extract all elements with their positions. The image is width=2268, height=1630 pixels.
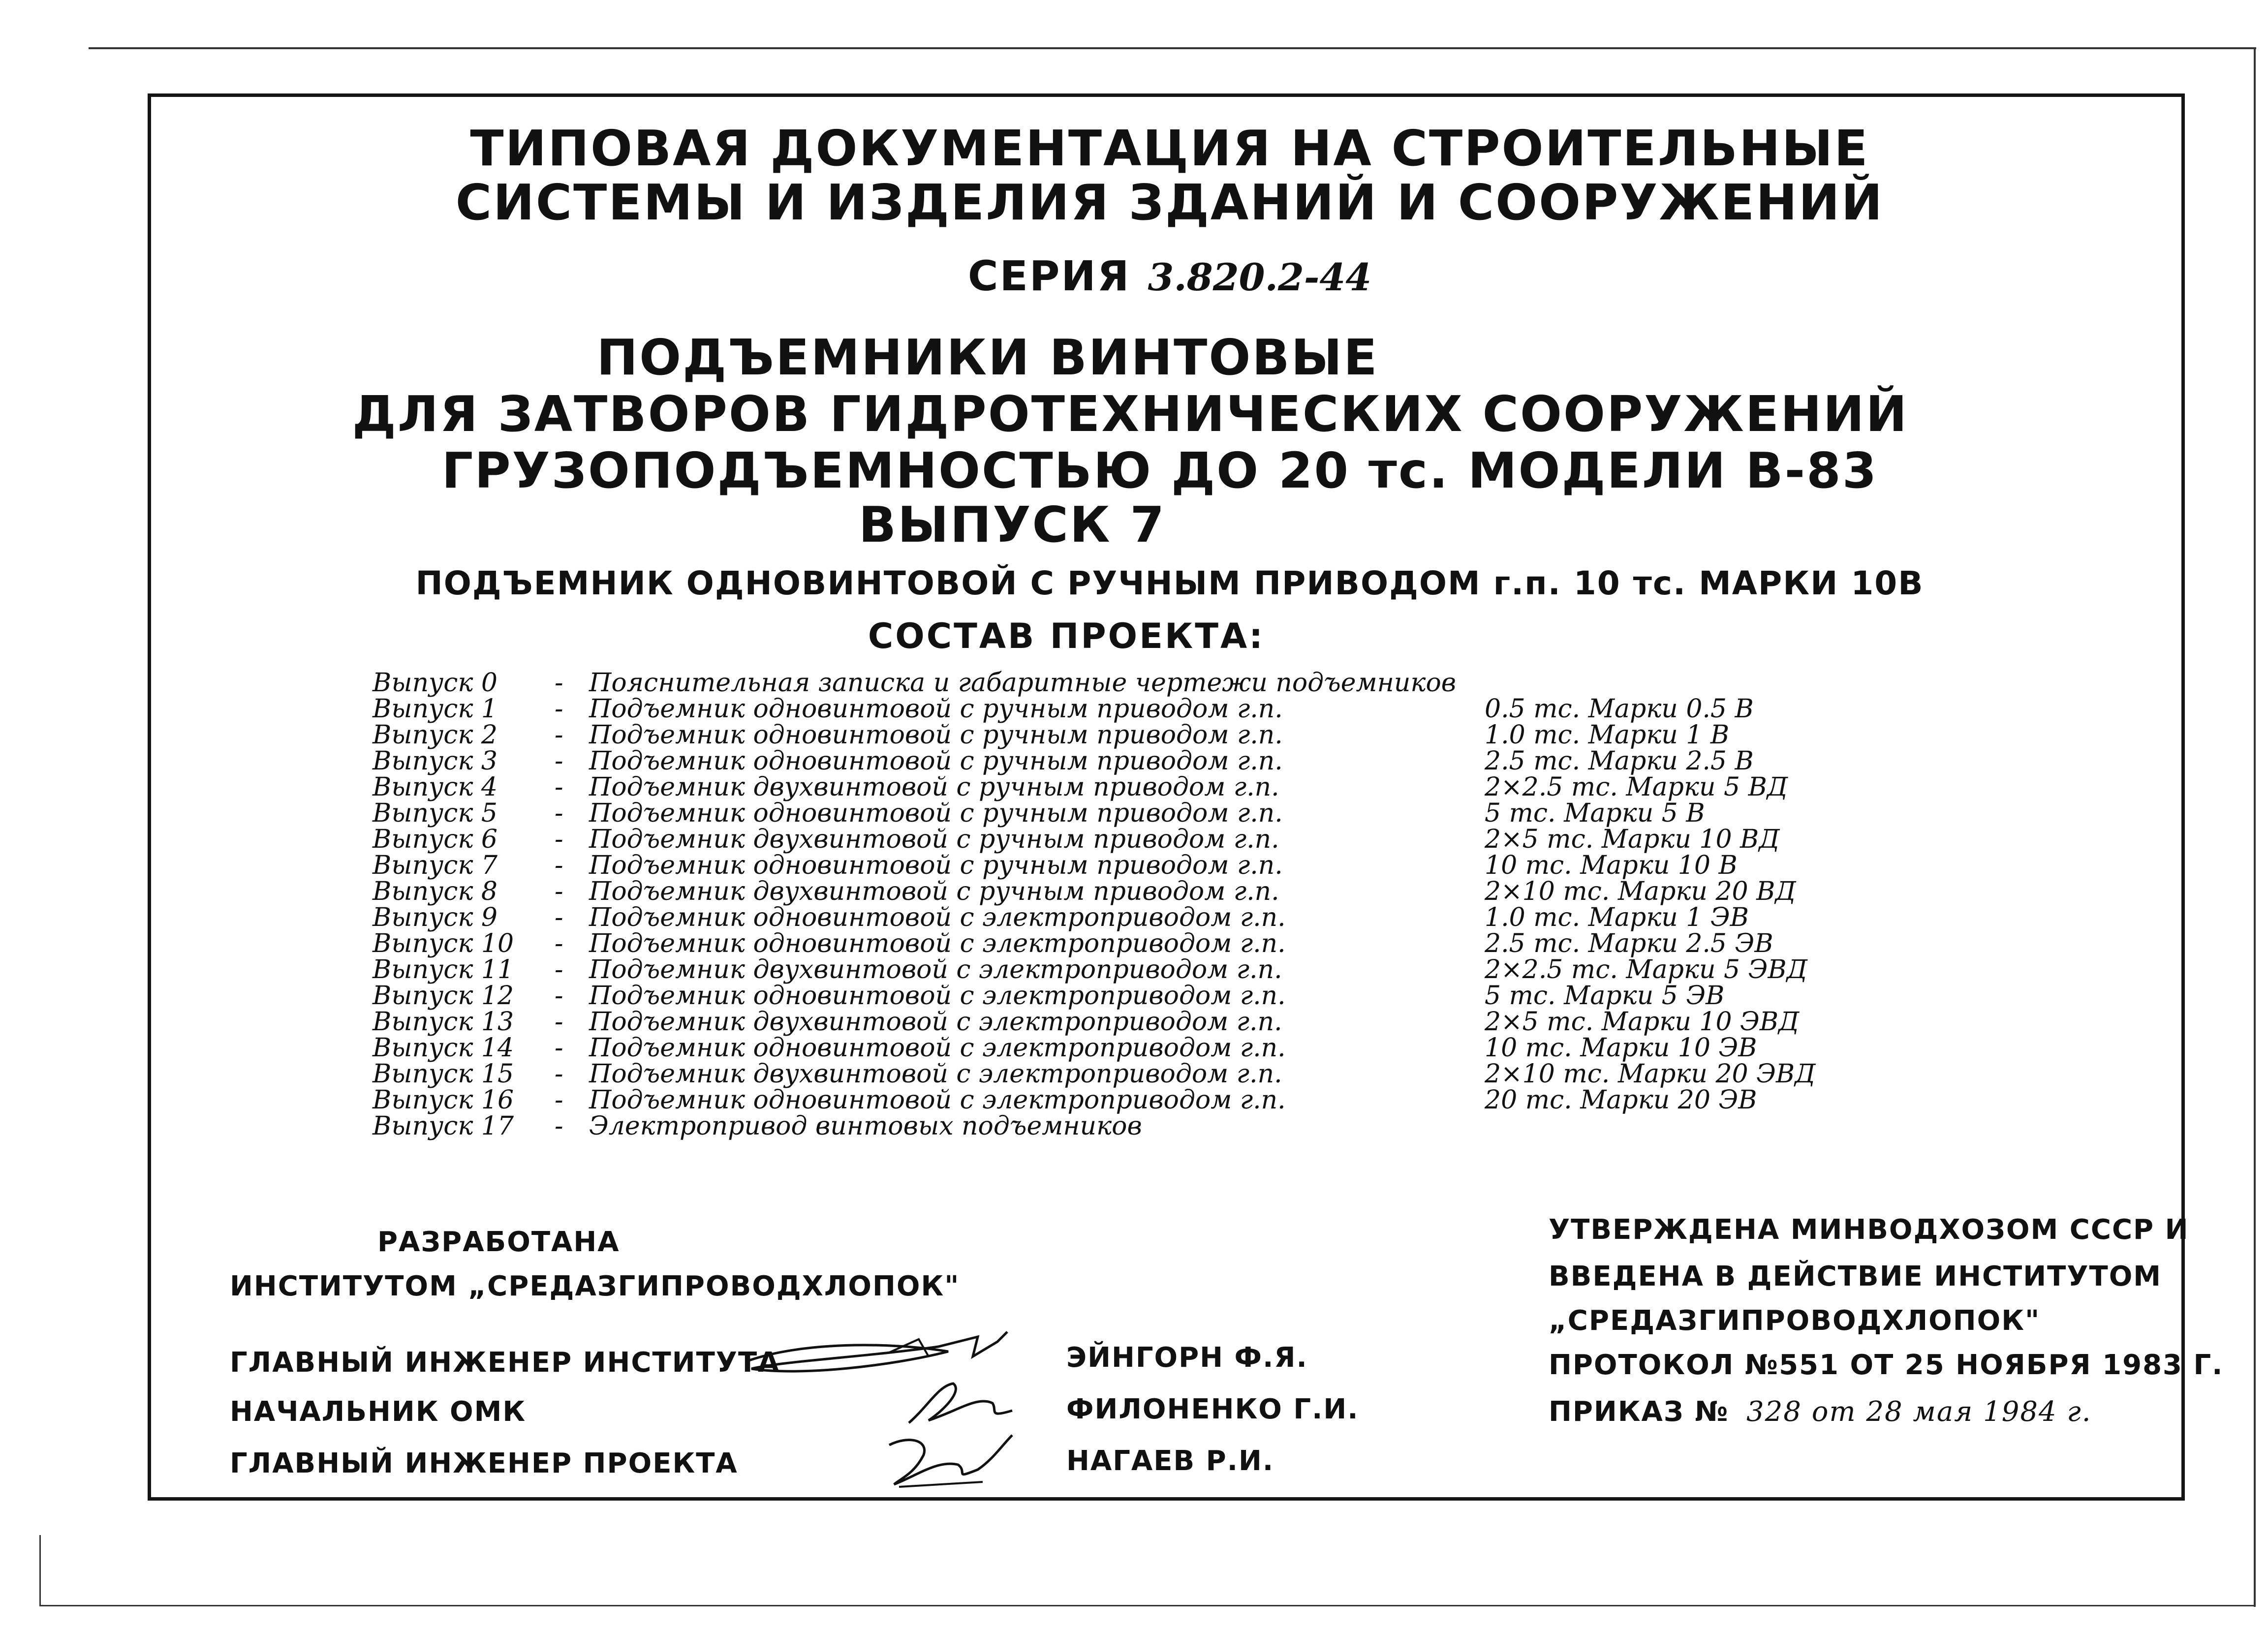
issue-row [373,748,2046,774]
issue-dash: - [555,1033,563,1063]
series-heading [151,252,2188,300]
issue-number: Выпуск 7 [373,851,498,880]
issue-mark: 2×10 тс. Марки 20 ЭВД [1485,1059,1816,1089]
issue-dash: - [555,720,563,750]
issue-number: Выпуск 11 [373,955,514,984]
issue-row [373,1061,2046,1087]
issue-row [373,1035,2046,1061]
issue-dash: - [555,1007,563,1037]
issue-title-text: Подъемник одновинтовой с электроприводом г.п. [589,929,1286,958]
issue-number: Выпуск 2 [373,720,498,750]
issue-row [373,1087,2046,1113]
issue-title-text: Подъемник одновинтовой с электроприводом г.п. [589,903,1286,932]
left-trim-line [39,1535,41,1606]
issue-number: Выпуск 9 [373,903,498,932]
issue-dash: - [555,668,563,698]
developed-by: ИНСТИТУТОМ „СРЕДАЗГИПРОВОДХЛОПОК" [230,1270,960,1302]
doc-title-line1: ТИПОВАЯ ДОКУМЕНТАЦИЯ НА СТРОИТЕЛЬНЫЕ [470,120,1869,177]
name-einhorn: ЭЙНГОРН Ф.Я. [1066,1342,1308,1374]
issue-dash: - [555,955,563,984]
product-title-line2: ДЛЯ ЗАТВОРОВ ГИДРОТЕХНИЧЕСКИХ СООРУЖЕНИЙ [352,385,1909,443]
issues-list [373,670,2046,1139]
approved-line2: ВВЕДЕНА В ДЕЙСТВИЕ ИНСТИТУТОМ [1549,1261,2162,1292]
signature-einhorn [742,1322,1017,1381]
issue-title-text: Подъемник двухвинтовой с электроприводом г.п. [589,955,1282,984]
series-label: СЕРИЯ [967,252,1131,300]
issue-number: Выпуск 16 [373,1085,514,1115]
issue-row [373,1009,2046,1035]
issue-row [373,853,2046,879]
issue-row [373,931,2046,957]
name-nagaev: НАГАЕВ Р.И. [1066,1445,1274,1477]
issue-mark: 1.0 тс. Марки 1 В [1485,720,1730,750]
issue-row [373,670,2046,696]
series-number: 3.820.2-44 [1148,255,1372,299]
issue-dash: - [555,981,563,1011]
issue-dash: - [555,694,563,724]
issue-dash: - [555,929,563,958]
issue-title-text: Подъемник двухвинтовой с электроприводом г.п. [589,1007,1282,1037]
issue-mark: 5 тс. Марки 5 ЭВ [1485,981,1725,1011]
issue-number: Выпуск 12 [373,981,514,1011]
issue-mark: 2×5 тс. Марки 10 ВД [1485,825,1780,854]
issue-title-text: Подъемник одновинтовой с ручным приводом г.п. [589,746,1283,776]
top-trim-line [89,47,2256,49]
protocol-line: ПРОТОКОЛ №551 ОТ 25 НОЯБРЯ 1983 Г. [1549,1349,2224,1381]
issue-dash: - [555,799,563,828]
order-prefix: ПРИКАЗ № [1549,1396,1729,1428]
name-filonenko: ФИЛОНЕНКО Г.И. [1066,1393,1359,1425]
issue-number: Выпуск 5 [373,799,498,828]
product-title-line1: ПОДЪЕМНИКИ ВИНТОВЫЕ [596,329,1379,386]
issue-title-text: Электропривод винтовых подъемников [589,1111,1142,1141]
issue-mark: 2.5 тс. Марки 2.5 В [1485,746,1754,776]
order-value: 328 от 28 мая 1984 г. [1746,1396,2092,1428]
issue-row [373,800,2046,827]
composition-title: СОСТАВ ПРОЕКТА: [868,616,1265,656]
issue-row [373,879,2046,905]
issue-title-text: Подъемник двухвинтовой с электроприводом г.п. [589,1059,1282,1089]
issue-title-text: Подъемник одновинтовой с ручным приводом г.п. [589,720,1283,750]
signature-filonenko [899,1376,1027,1430]
issue-mark: 1.0 тс. Марки 1 ЭВ [1485,903,1749,932]
issue-row [373,1113,2046,1139]
issue-dash: - [555,851,563,880]
issue-mark: 2.5 тс. Марки 2.5 ЭВ [1485,929,1773,958]
issue-number: Выпуск 6 [373,825,498,854]
role-chief-engineer-project: ГЛАВНЫЙ ИНЖЕНЕР ПРОЕКТА [230,1447,738,1479]
issue-dash: - [555,1085,563,1115]
order-line [1549,1396,2092,1428]
issue-row [373,983,2046,1009]
issue-number: Выпуск 3 [373,746,498,776]
bottom-trim-line [39,1605,2256,1606]
issue-row [373,827,2046,853]
issue-mark: 2×5 тс. Марки 10 ЭВД [1485,1007,1800,1037]
role-head-omk: НАЧАЛЬНИК ОМК [230,1396,527,1428]
issue-title-text: Подъемник двухвинтовой с ручным приводом г.п. [589,825,1279,854]
issue-row [373,905,2046,931]
issue-mark: 20 тс. Марки 20 ЭВ [1485,1085,1757,1115]
issue-subtitle: ПОДЪЕМНИК ОДНОВИНТОВОЙ С РУЧНЫМ ПРИВОДОМ г.п. 10 тс. МАРКИ 10В [415,564,1924,602]
issue-row [373,696,2046,722]
issue-title-text: Подъемник двухвинтовой с ручным приводом г.п. [589,772,1279,802]
issue-title-text: Подъемник одновинтовой с ручным приводом г.п. [589,851,1283,880]
issue-number: Выпуск 14 [373,1033,514,1063]
issue-mark: 2×10 тс. Марки 20 ВД [1485,877,1796,906]
issue-title: ВЫПУСК 7 [858,496,1166,554]
issue-number: Выпуск 8 [373,877,498,906]
issue-title-text: Подъемник одновинтовой с электроприводом г.п. [589,981,1286,1011]
issue-mark: 0.5 тс. Марки 0.5 В [1485,694,1754,724]
issue-number: Выпуск 17 [373,1111,514,1141]
issue-row [373,774,2046,800]
product-title-line3: ГРУЗОПОДЪЕМНОСТЬЮ ДО 20 тс. МОДЕЛИ В-83 [441,442,1878,499]
signature-nagaev [879,1425,1027,1494]
issue-title-text: Пояснительная записка и габаритные чертежи подъемников [589,668,1457,698]
issue-row [373,722,2046,748]
issue-title-text: Подъемник двухвинтовой с ручным приводом г.п. [589,877,1279,906]
issue-row [373,957,2046,983]
issue-number: Выпуск 15 [373,1059,514,1089]
approved-line3: „СРЕДАЗГИПРОВОДХЛОПОК" [1549,1305,2041,1337]
doc-title-line2: СИСТЕМЫ И ИЗДЕЛИЯ ЗДАНИЙ И СООРУЖЕНИЙ [455,174,1884,231]
title-sheet-frame [148,93,2224,1501]
issue-dash: - [555,825,563,854]
issue-dash: - [555,746,563,776]
approved-line1: УТВЕРЖДЕНА МИНВОДХОЗОМ СССР И [1549,1214,2189,1246]
issue-dash: - [555,1111,563,1141]
issue-number: Выпуск 13 [373,1007,514,1037]
issue-mark: 2×2.5 тс. Марки 5 ВД [1485,772,1788,802]
issue-number: Выпуск 1 [373,694,498,724]
issue-mark: 10 тс. Марки 10 В [1485,851,1738,880]
issue-dash: - [555,772,563,802]
issue-dash: - [555,903,563,932]
issue-mark: 10 тс. Марки 10 ЭВ [1485,1033,1757,1063]
issue-dash: - [555,1059,563,1089]
issue-mark: 2×2.5 тс. Марки 5 ЭВД [1485,955,1807,984]
role-chief-engineer-institute: ГЛАВНЫЙ ИНЖЕНЕР ИНСТИТУТА [230,1347,780,1379]
issue-number: Выпуск 4 [373,772,498,802]
right-trim-line [2254,47,2256,1607]
issue-title-text: Подъемник одновинтовой с электроприводом г.п. [589,1085,1286,1115]
issue-mark: 5 тс. Марки 5 В [1485,799,1705,828]
issue-number: Выпуск 0 [373,668,498,698]
issue-title-text: Подъемник одновинтовой с электроприводом г.п. [589,1033,1286,1063]
developed-label: РАЗРАБОТАНА [377,1226,620,1258]
issue-title-text: Подъемник одновинтовой с ручным приводом г.п. [589,799,1283,828]
issue-dash: - [555,877,563,906]
issue-title-text: Подъемник одновинтовой с ручным приводом г.п. [589,694,1283,724]
issue-number: Выпуск 10 [373,929,514,958]
